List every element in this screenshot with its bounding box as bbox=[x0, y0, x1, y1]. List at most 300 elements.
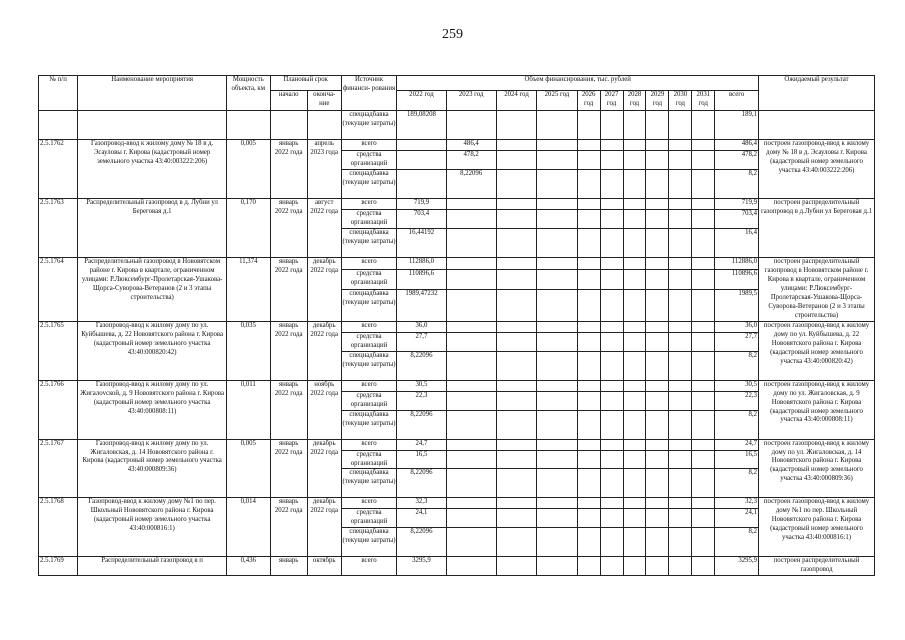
row-start: январь 2022 года bbox=[270, 498, 307, 557]
row-num: 2.5.1762 bbox=[39, 140, 78, 199]
row-line-total: 16,5 bbox=[715, 450, 759, 469]
row-line-y2026 bbox=[577, 290, 600, 321]
row-line-y2030 bbox=[669, 290, 692, 321]
col-plan-header: Плановый срок bbox=[270, 76, 341, 91]
row-line-source: спецнадбавка (текущие затраты) bbox=[341, 228, 397, 257]
lead-y2030 bbox=[669, 111, 692, 140]
row-line-y2030 bbox=[669, 450, 692, 469]
row-name: Газопровод-ввод к жилому дому по ул. Жигалovской, д. 9 Нововятского района г. Кирова (кадастровый номер земельного участка 43:40:000808:11) bbox=[78, 380, 227, 439]
row-line-y2024 bbox=[496, 257, 536, 269]
row-name: Газопровод-ввод к жилому дому по ул. Куйбышева, д. 22 Нововятского района г. Кирова (кадастровый номер земельного участка 43:40:000820:42) bbox=[78, 321, 227, 380]
row-line-y2030 bbox=[669, 169, 692, 198]
funding-table bbox=[38, 75, 875, 576]
row-line-y2025 bbox=[537, 439, 577, 450]
row-line-y2025 bbox=[537, 269, 577, 289]
last-y2026 bbox=[577, 557, 600, 576]
row-line-y2030 bbox=[669, 509, 692, 528]
row-result: построен газопровод-ввод к жилому дому № 18 в д. Эсауловы г. Кирова (кадастровый номер земельного участка 43:40:003222:206) bbox=[759, 140, 875, 199]
row-line-source: всего bbox=[341, 321, 397, 332]
row-end: август 2022 года bbox=[307, 198, 341, 257]
last-source: всего bbox=[341, 557, 397, 576]
row-line-y2024 bbox=[496, 509, 536, 528]
row-line-y2022: 36,0 bbox=[397, 321, 446, 332]
row-line-y2031 bbox=[692, 140, 715, 151]
row-line-y2025 bbox=[537, 151, 577, 170]
row-line-y2023 bbox=[446, 198, 496, 209]
row-line-y2027 bbox=[600, 498, 623, 509]
row-line-y2027 bbox=[600, 290, 623, 321]
row-line-y2027 bbox=[600, 410, 623, 439]
row-name: Газопровод-ввод к жилому дому №1 по пер. Школьный Нововятского района г. Кирова (кадастровый номер земельного участка 43:40:000816:1) bbox=[78, 498, 227, 557]
row-line-y2024 bbox=[496, 209, 536, 228]
row-line-y2026 bbox=[577, 498, 600, 509]
row-line-y2029 bbox=[646, 140, 669, 151]
row-result: построен распределительный газопровод bbox=[759, 557, 875, 576]
year-2022-header: 2022 год bbox=[397, 91, 446, 111]
row-line-y2023 bbox=[446, 332, 496, 351]
row-line-y2022: 1989,47232 bbox=[397, 290, 446, 321]
year-2027-header: 2027 год bbox=[600, 91, 623, 111]
table-row bbox=[39, 380, 875, 391]
row-line-source: спецнадбавка (текущие затраты) bbox=[341, 410, 397, 439]
row-line-y2028 bbox=[623, 391, 646, 410]
row-line-y2030 bbox=[669, 228, 692, 257]
row-line-y2028 bbox=[623, 209, 646, 228]
row-line-y2022: 8,22096 bbox=[397, 528, 446, 557]
row-line-y2024 bbox=[496, 198, 536, 209]
col-num-header: № п/п bbox=[39, 76, 78, 111]
row-line-y2023 bbox=[446, 528, 496, 557]
row-start: январь bbox=[270, 557, 307, 576]
lead-num bbox=[39, 111, 78, 140]
row-result: построен газопровод-ввод к жилому дому №1 по пер. Школьный Нововятского района г. Кирова (кадастровый номер земельного участка 43:40:000816:1) bbox=[759, 498, 875, 557]
row-line-y2022 bbox=[397, 151, 446, 170]
row-line-y2031 bbox=[692, 380, 715, 391]
row-end: ноябрь 2022 года bbox=[307, 380, 341, 439]
row-line-y2023 bbox=[446, 321, 496, 332]
row-line-y2029 bbox=[646, 321, 669, 332]
last-y2023 bbox=[446, 557, 496, 576]
row-line-y2030 bbox=[669, 140, 692, 151]
last-y2030 bbox=[669, 557, 692, 576]
row-line-y2027 bbox=[600, 509, 623, 528]
row-line-y2025 bbox=[537, 528, 577, 557]
row-line-y2027 bbox=[600, 257, 623, 269]
row-line-y2026 bbox=[577, 228, 600, 257]
row-line-y2022: 112886,0 bbox=[397, 257, 446, 269]
year-2026-header: 2026 год bbox=[577, 91, 600, 111]
row-line-y2024 bbox=[496, 269, 536, 289]
row-line-y2025 bbox=[537, 321, 577, 332]
row-line-y2024 bbox=[496, 439, 536, 450]
row-line-y2025 bbox=[537, 290, 577, 321]
row-line-y2024 bbox=[496, 169, 536, 198]
row-line-total: 112886,0 bbox=[715, 257, 759, 269]
row-end: декабрь 2022 года bbox=[307, 498, 341, 557]
last-y2022: 3295,9 bbox=[397, 557, 446, 576]
row-power: 0,035 bbox=[226, 321, 270, 380]
row-line-source: спецнадбавка (текущие затраты) bbox=[341, 290, 397, 321]
row-line-y2025 bbox=[537, 450, 577, 469]
row-line-y2030 bbox=[669, 151, 692, 170]
row-line-y2022: 719,9 bbox=[397, 198, 446, 209]
lead-y2027 bbox=[600, 111, 623, 140]
row-line-y2026 bbox=[577, 198, 600, 209]
col-source-header: Источник финанси- рования bbox=[341, 76, 397, 111]
row-line-y2031 bbox=[692, 198, 715, 209]
row-line-y2022: 24,7 bbox=[397, 439, 446, 450]
row-line-y2029 bbox=[646, 169, 669, 198]
col-end-header: оконча- ние bbox=[307, 91, 341, 111]
last-y2028 bbox=[623, 557, 646, 576]
row-line-total: 110896,6 bbox=[715, 269, 759, 289]
row-line-y2023 bbox=[446, 380, 496, 391]
year-2023-header: 2023 год bbox=[446, 91, 496, 111]
row-power: 11,374 bbox=[226, 257, 270, 321]
row-line-y2022: 27,7 bbox=[397, 332, 446, 351]
last-y2031 bbox=[692, 557, 715, 576]
row-name: Распределительный газопровод в п bbox=[78, 557, 227, 576]
row-line-total: 486,4 bbox=[715, 140, 759, 151]
row-result: построен распределительный газопровод в Нововятском районе г. Кирова в квартале, ограниченном улицами: Р.Люксембург-Пролетарская-Ушакова-Щорса-Суворова-Ветеранов (2 и 3 этапы строительства) bbox=[759, 257, 875, 321]
row-line-y2024 bbox=[496, 351, 536, 380]
row-line-y2030 bbox=[669, 209, 692, 228]
row-line-y2026 bbox=[577, 169, 600, 198]
row-line-y2029 bbox=[646, 391, 669, 410]
row-line-total: 36,0 bbox=[715, 321, 759, 332]
row-line-y2025 bbox=[537, 391, 577, 410]
row-line-y2028 bbox=[623, 228, 646, 257]
row-line-y2027 bbox=[600, 380, 623, 391]
row-line-y2030 bbox=[669, 321, 692, 332]
row-num: 2.5.1765 bbox=[39, 321, 78, 380]
row-line-y2024 bbox=[496, 498, 536, 509]
row-line-y2029 bbox=[646, 269, 669, 289]
row-line-y2028 bbox=[623, 509, 646, 528]
row-line-total: 8,2 bbox=[715, 351, 759, 380]
lead-y2028 bbox=[623, 111, 646, 140]
table-row bbox=[39, 111, 875, 140]
row-line-y2023 bbox=[446, 290, 496, 321]
row-line-total: 719,9 bbox=[715, 198, 759, 209]
row-line-y2024 bbox=[496, 228, 536, 257]
row-power: 0,436 bbox=[226, 557, 270, 576]
row-line-y2030 bbox=[669, 410, 692, 439]
lead-total: 189,1 bbox=[715, 111, 759, 140]
row-line-y2027 bbox=[600, 198, 623, 209]
row-line-y2025 bbox=[537, 498, 577, 509]
row-line-y2030 bbox=[669, 269, 692, 289]
row-line-y2026 bbox=[577, 410, 600, 439]
table-row bbox=[39, 257, 875, 269]
row-line-y2031 bbox=[692, 290, 715, 321]
row-line-y2028 bbox=[623, 332, 646, 351]
row-line-y2029 bbox=[646, 380, 669, 391]
col-start-header: начало bbox=[270, 91, 307, 111]
col-name-header: Наименование мероприятия bbox=[78, 76, 227, 111]
row-start: январь 2022 года bbox=[270, 198, 307, 257]
row-line-y2026 bbox=[577, 509, 600, 528]
row-line-total: 1989,5 bbox=[715, 290, 759, 321]
row-line-y2030 bbox=[669, 528, 692, 557]
table-row bbox=[39, 321, 875, 332]
row-line-y2029 bbox=[646, 528, 669, 557]
row-line-y2031 bbox=[692, 321, 715, 332]
lead-power bbox=[226, 111, 270, 140]
last-total: 3295,9 bbox=[715, 557, 759, 576]
row-line-y2031 bbox=[692, 439, 715, 450]
row-line-y2024 bbox=[496, 140, 536, 151]
row-line-y2028 bbox=[623, 151, 646, 170]
row-line-y2024 bbox=[496, 391, 536, 410]
row-power: 0,011 bbox=[226, 380, 270, 439]
row-line-y2028 bbox=[623, 410, 646, 439]
row-line-y2026 bbox=[577, 209, 600, 228]
row-line-y2023 bbox=[446, 450, 496, 469]
row-line-source: всего bbox=[341, 257, 397, 269]
row-line-y2023 bbox=[446, 269, 496, 289]
row-result: построен газопровод-ввод к жилому дому по ул. Жигаловская, д. 9 Нововятского района г. Кирова (кадастровый номер земельного участка 43:40:000808:11) bbox=[759, 380, 875, 439]
row-line-y2029 bbox=[646, 410, 669, 439]
row-line-y2029 bbox=[646, 509, 669, 528]
year-2025-header: 2025 год bbox=[537, 91, 577, 111]
row-name: Распределительный газопровод в д. Лубни ул Береговая д.1 bbox=[78, 198, 227, 257]
row-line-y2025 bbox=[537, 209, 577, 228]
row-start: январь 2022 года bbox=[270, 439, 307, 498]
row-num: 2.5.1769 bbox=[39, 557, 78, 576]
row-line-y2030 bbox=[669, 257, 692, 269]
row-line-y2025 bbox=[537, 509, 577, 528]
table-row bbox=[39, 140, 875, 151]
row-line-y2028 bbox=[623, 469, 646, 498]
row-line-y2023 bbox=[446, 498, 496, 509]
row-line-source: всего bbox=[341, 140, 397, 151]
row-line-y2028 bbox=[623, 198, 646, 209]
row-line-y2026 bbox=[577, 332, 600, 351]
row-line-total: 8,2 bbox=[715, 410, 759, 439]
row-line-y2025 bbox=[537, 469, 577, 498]
row-line-y2027 bbox=[600, 169, 623, 198]
row-line-source: средства организаций bbox=[341, 209, 397, 228]
row-name: Газопровод-ввод к жилому дому № 18 в д. Эсауловы г. Кирова (кадастровый номер земельного участка 43:40:003222:206) bbox=[78, 140, 227, 199]
row-line-source: всего bbox=[341, 498, 397, 509]
lead-y2023 bbox=[446, 111, 496, 140]
lead-source: спецнадбавка (текущие затраты) bbox=[341, 111, 397, 140]
row-line-y2031 bbox=[692, 257, 715, 269]
row-line-source: спецнадбавка (текущие затраты) bbox=[341, 528, 397, 557]
row-line-source: всего bbox=[341, 380, 397, 391]
row-line-y2027 bbox=[600, 469, 623, 498]
row-line-y2029 bbox=[646, 450, 669, 469]
row-line-y2027 bbox=[600, 450, 623, 469]
row-line-y2027 bbox=[600, 321, 623, 332]
row-line-y2026 bbox=[577, 269, 600, 289]
col-power-header: Мощность объекта, км bbox=[226, 76, 270, 111]
row-line-y2028 bbox=[623, 450, 646, 469]
row-line-y2031 bbox=[692, 351, 715, 380]
row-line-y2025 bbox=[537, 351, 577, 380]
row-line-y2030 bbox=[669, 439, 692, 450]
row-line-y2025 bbox=[537, 257, 577, 269]
table-row bbox=[39, 439, 875, 450]
row-line-y2031 bbox=[692, 332, 715, 351]
table-row bbox=[39, 498, 875, 509]
row-line-total: 478,2 bbox=[715, 151, 759, 170]
row-line-y2030 bbox=[669, 380, 692, 391]
row-line-total: 24,7 bbox=[715, 439, 759, 450]
row-line-y2022: 16,44192 bbox=[397, 228, 446, 257]
year-2024-header: 2024 год bbox=[496, 91, 536, 111]
lead-y2024 bbox=[496, 111, 536, 140]
row-line-y2024 bbox=[496, 332, 536, 351]
row-line-y2031 bbox=[692, 228, 715, 257]
row-line-y2024 bbox=[496, 528, 536, 557]
row-start: январь 2022 года bbox=[270, 321, 307, 380]
row-line-y2027 bbox=[600, 391, 623, 410]
row-line-source: средства организаций bbox=[341, 450, 397, 469]
row-line-y2025 bbox=[537, 332, 577, 351]
row-line-y2023 bbox=[446, 351, 496, 380]
row-line-total: 32,3 bbox=[715, 498, 759, 509]
row-line-y2022: 30,5 bbox=[397, 380, 446, 391]
row-line-y2026 bbox=[577, 257, 600, 269]
row-name: Распределительный газопровод в Нововятском районе г. Кирова в квартале, ограниченном улицами: Р.Люксембург-Пролетарская-Ушакова-Щорса-Суворова-Ветеранов (2 и 3 этапы строительства) bbox=[78, 257, 227, 321]
lead-name bbox=[78, 111, 227, 140]
table-header bbox=[39, 76, 875, 111]
row-line-y2026 bbox=[577, 380, 600, 391]
row-line-source: всего bbox=[341, 198, 397, 209]
row-line-y2024 bbox=[496, 469, 536, 498]
row-line-y2022: 110896,6 bbox=[397, 269, 446, 289]
row-line-y2027 bbox=[600, 269, 623, 289]
row-line-y2028 bbox=[623, 321, 646, 332]
row-end: октябрь bbox=[307, 557, 341, 576]
row-line-y2025 bbox=[537, 140, 577, 151]
row-line-y2024 bbox=[496, 290, 536, 321]
row-line-y2029 bbox=[646, 290, 669, 321]
row-power: 0,170 bbox=[226, 198, 270, 257]
row-line-source: спецнадбавка (текущие затраты) bbox=[341, 351, 397, 380]
total-header: всего bbox=[715, 91, 759, 111]
row-power: 0,005 bbox=[226, 439, 270, 498]
row-end: апрель 2023 года bbox=[307, 140, 341, 199]
row-line-y2028 bbox=[623, 269, 646, 289]
row-line-y2023 bbox=[446, 509, 496, 528]
row-line-y2023 bbox=[446, 257, 496, 269]
row-line-y2022 bbox=[397, 169, 446, 198]
row-line-total: 8,2 bbox=[715, 528, 759, 557]
row-power: 0,005 bbox=[226, 140, 270, 199]
row-line-y2025 bbox=[537, 228, 577, 257]
row-line-y2022: 32,3 bbox=[397, 498, 446, 509]
table-body bbox=[39, 111, 875, 576]
row-line-y2024 bbox=[496, 450, 536, 469]
row-line-y2024 bbox=[496, 321, 536, 332]
row-num: 2.5.1768 bbox=[39, 498, 78, 557]
row-line-y2028 bbox=[623, 498, 646, 509]
row-line-y2026 bbox=[577, 351, 600, 380]
row-line-y2023 bbox=[446, 391, 496, 410]
year-2031-header: 2031 год bbox=[692, 91, 715, 111]
last-y2029 bbox=[646, 557, 669, 576]
row-line-total: 8,2 bbox=[715, 169, 759, 198]
lead-result bbox=[759, 111, 875, 140]
row-line-y2031 bbox=[692, 169, 715, 198]
row-line-y2023: 478,2 bbox=[446, 151, 496, 170]
row-line-y2026 bbox=[577, 469, 600, 498]
row-end: декабрь 2022 года bbox=[307, 439, 341, 498]
row-line-y2030 bbox=[669, 351, 692, 380]
row-line-y2028 bbox=[623, 257, 646, 269]
row-line-y2027 bbox=[600, 140, 623, 151]
row-line-y2029 bbox=[646, 351, 669, 380]
row-line-y2030 bbox=[669, 469, 692, 498]
row-num: 2.5.1763 bbox=[39, 198, 78, 257]
row-line-y2022: 8,22096 bbox=[397, 351, 446, 380]
row-result: построен газопровод-ввод к жилому дому по ул. Куйбышева, д. 22 Нововятского района г. Кирова (кадастровый номер земельного участка 43:40:000820:42) bbox=[759, 321, 875, 380]
row-line-y2028 bbox=[623, 351, 646, 380]
row-line-y2028 bbox=[623, 140, 646, 151]
row-line-y2028 bbox=[623, 528, 646, 557]
row-line-source: средства организаций bbox=[341, 332, 397, 351]
row-line-y2027 bbox=[600, 528, 623, 557]
row-line-y2026 bbox=[577, 439, 600, 450]
row-line-y2030 bbox=[669, 198, 692, 209]
col-result-header: Ожидаемый результат bbox=[759, 76, 875, 111]
row-line-total: 16,4 bbox=[715, 228, 759, 257]
row-line-y2029 bbox=[646, 439, 669, 450]
year-2029-header: 2029 год bbox=[646, 91, 669, 111]
lead-y2031 bbox=[692, 111, 715, 140]
row-line-y2025 bbox=[537, 380, 577, 391]
lead-y2025 bbox=[537, 111, 577, 140]
row-line-y2028 bbox=[623, 380, 646, 391]
row-line-total: 27,7 bbox=[715, 332, 759, 351]
row-line-y2028 bbox=[623, 439, 646, 450]
page-number: 259 bbox=[442, 27, 463, 42]
row-start: январь 2022 года bbox=[270, 380, 307, 439]
row-line-source: средства организаций bbox=[341, 391, 397, 410]
row-line-y2023 bbox=[446, 209, 496, 228]
row-line-y2029 bbox=[646, 257, 669, 269]
row-line-y2022: 8,22096 bbox=[397, 410, 446, 439]
lead-y2029 bbox=[646, 111, 669, 140]
lead-y2026 bbox=[577, 111, 600, 140]
row-line-y2030 bbox=[669, 391, 692, 410]
row-line-total: 22,3 bbox=[715, 391, 759, 410]
funding-table-wrapper bbox=[38, 75, 875, 576]
last-y2025 bbox=[537, 557, 577, 576]
row-line-source: всего bbox=[341, 439, 397, 450]
row-line-y2023 bbox=[446, 410, 496, 439]
row-line-y2031 bbox=[692, 391, 715, 410]
row-line-total: 24,1 bbox=[715, 509, 759, 528]
row-line-y2029 bbox=[646, 228, 669, 257]
row-line-y2029 bbox=[646, 198, 669, 209]
row-line-y2024 bbox=[496, 410, 536, 439]
row-line-y2026 bbox=[577, 528, 600, 557]
last-y2027 bbox=[600, 557, 623, 576]
row-line-y2022: 703,4 bbox=[397, 209, 446, 228]
row-line-y2027 bbox=[600, 351, 623, 380]
row-line-y2031 bbox=[692, 450, 715, 469]
row-line-y2027 bbox=[600, 209, 623, 228]
row-line-source: спецнадбавка (текущие затраты) bbox=[341, 169, 397, 198]
row-line-y2029 bbox=[646, 209, 669, 228]
row-line-y2022: 22,3 bbox=[397, 391, 446, 410]
row-line-y2031 bbox=[692, 469, 715, 498]
row-line-y2023: 8,22096 bbox=[446, 169, 496, 198]
